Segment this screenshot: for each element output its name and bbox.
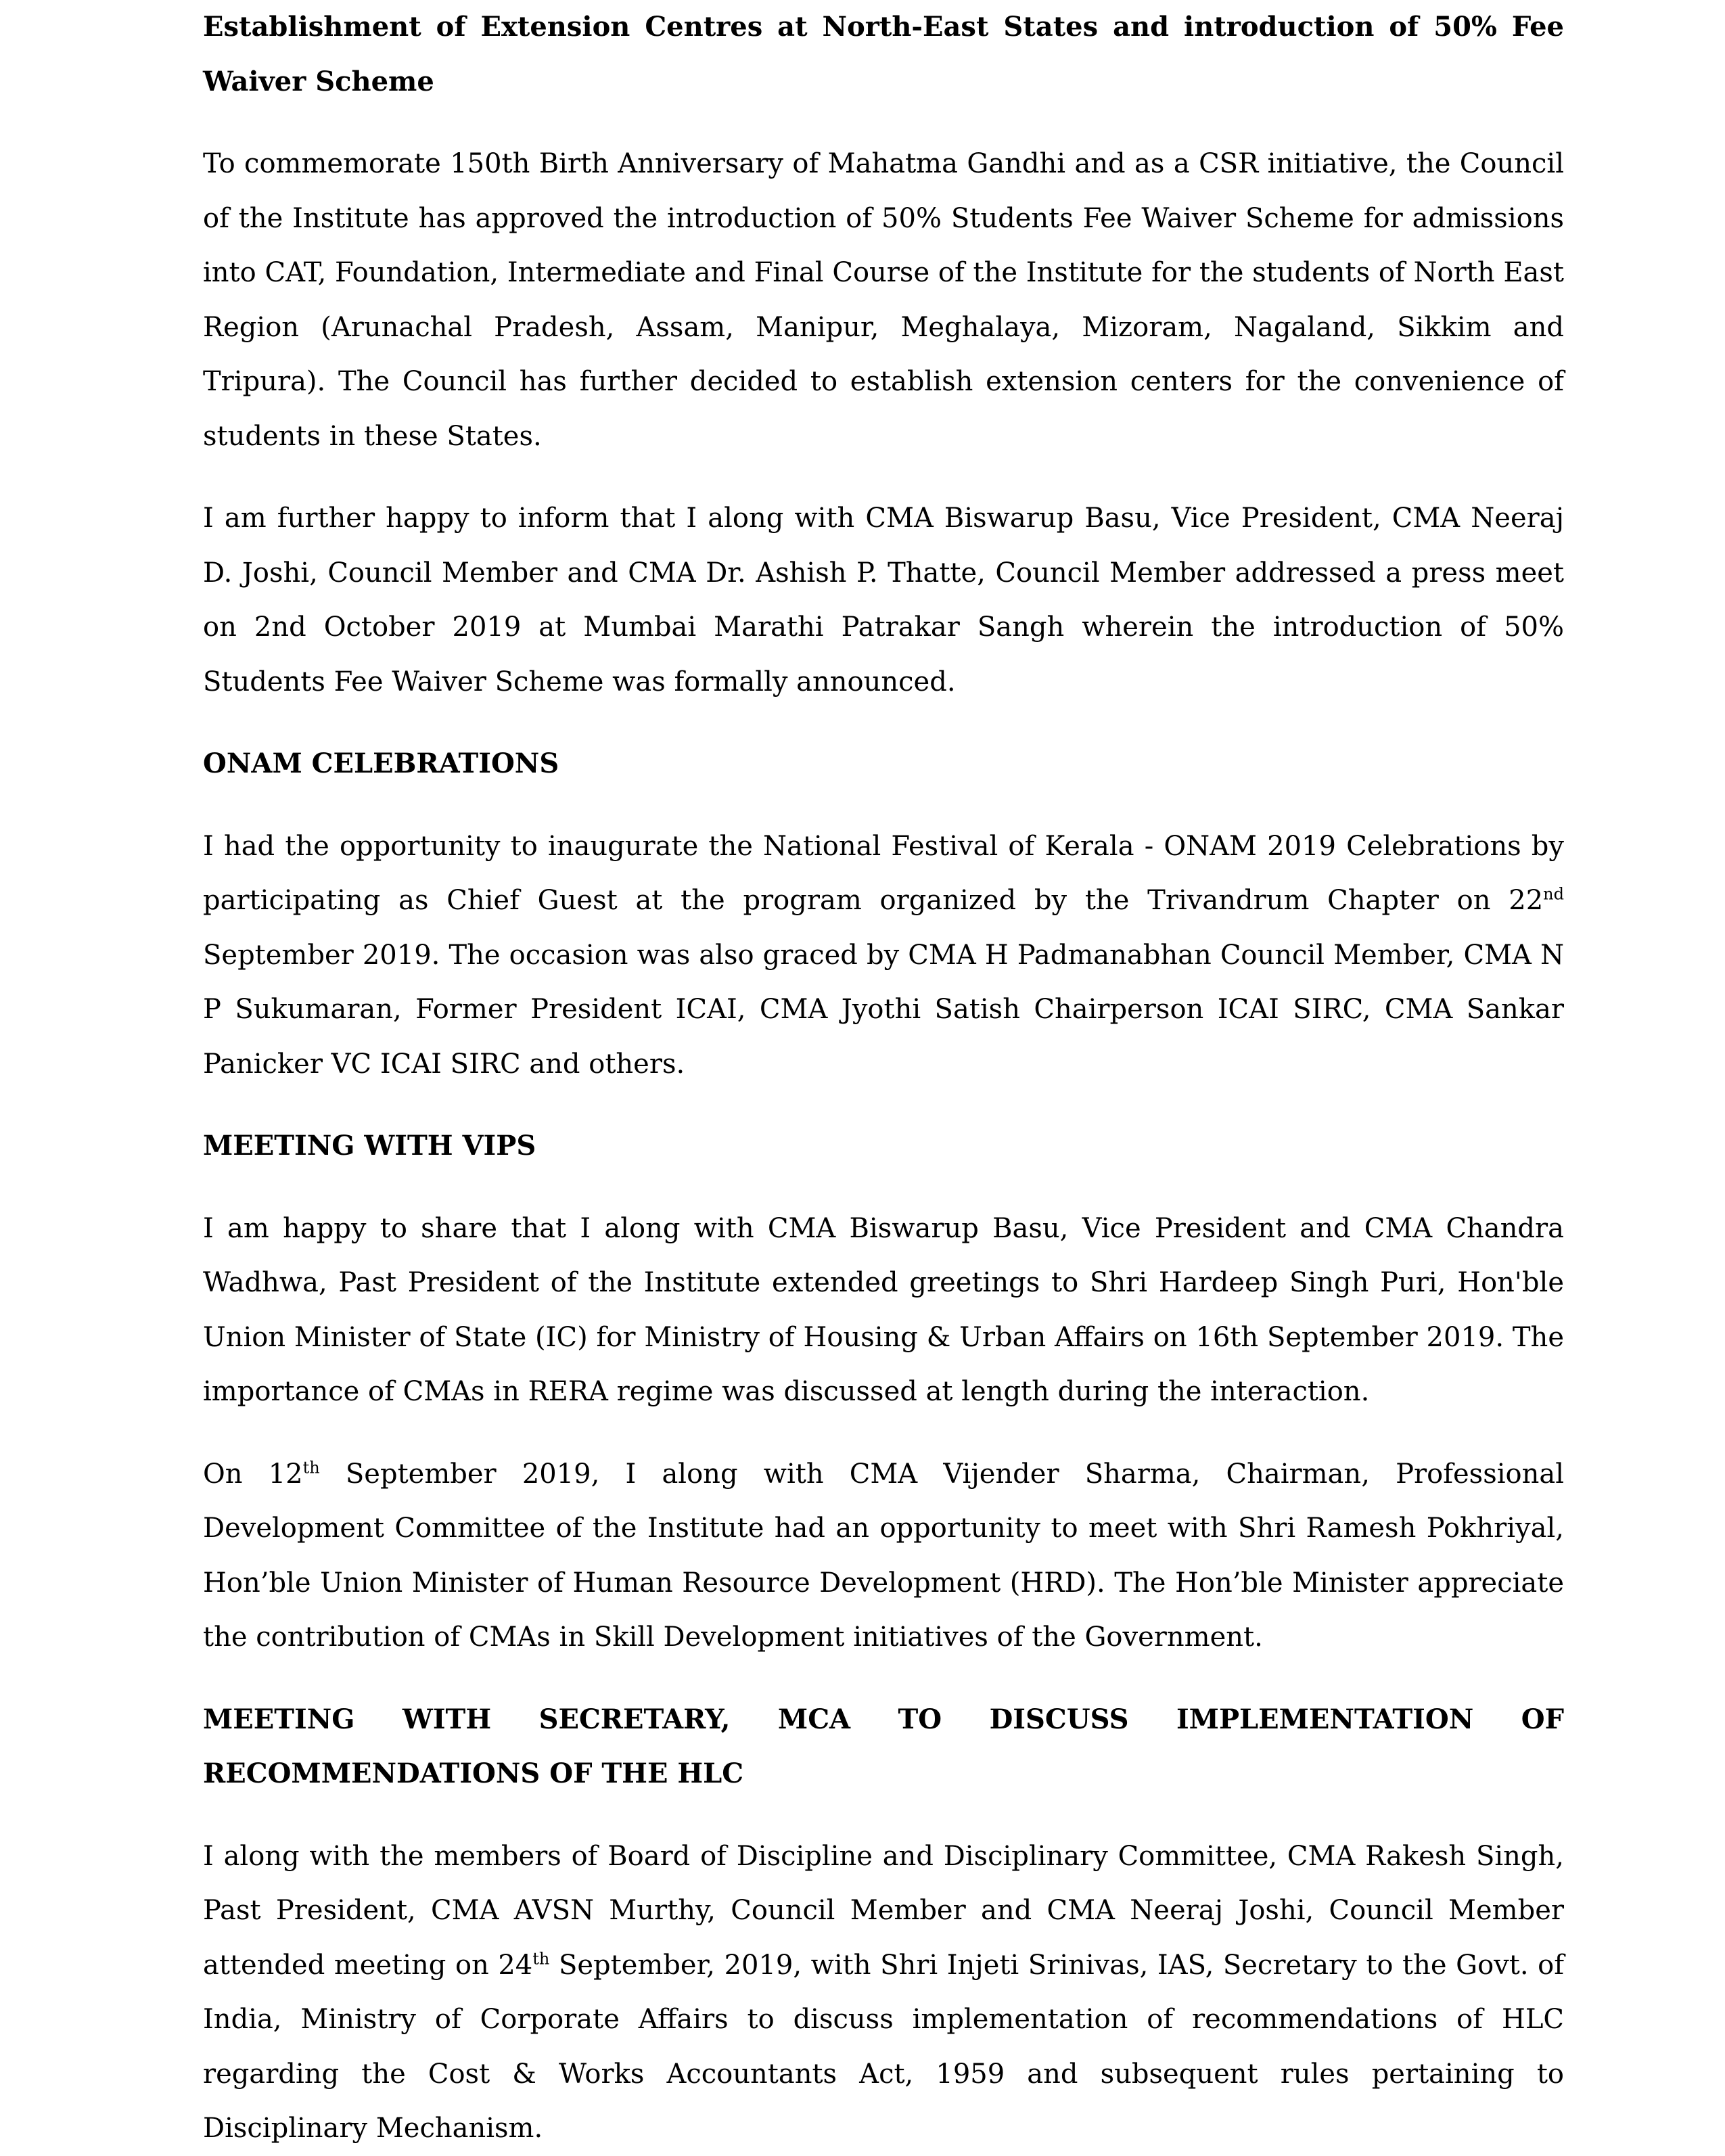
paragraph-onam-text-2: September 2019. The occasion was also graced by CMA H Padmanabhan Council Member, CMA N P Sukumaran, Former President ICAI, CMA Jyothi Satish Chairperson ICAI SIRC, CMA Sankar Panicker VC ICAI SIRC and others. (203, 939, 1564, 1080)
paragraph-mca-sup: th (532, 1949, 550, 1969)
paragraph-hrd-text-2: September 2019, I along with CMA Vijender Sharma, Chairman, Professional Development Committee of the Institute had an opportunity to meet with Shri Ramesh Pokhriyal, Hon’ble Union Minister of Human Resource Development (HRD). The Hon’ble Minister appreciate the contribution of CMAs in Skill Development initiatives of the Government. (203, 1458, 1565, 1653)
paragraph-hrd-sup: th (302, 1458, 320, 1477)
paragraph-onam-sup: nd (1543, 884, 1564, 904)
paragraph-press-meet: I am further happy to inform that I along with CMA Biswarup Basu, Vice President, CMA Neeraj D. Joshi, Council Member and CMA Dr. Ashish P. Thatte, Council Member addressed a press meet on 2nd October 2019 at Mumbai Marathi Patrakar Sangh wherein the introduction of 50% Students Fee Waiver Scheme was formally announced. (203, 503, 1564, 697)
section-heading-mca-meeting: MEETING WITH SECRETARY, MCA TO DISCUSS IMPLEMENTATION OF RECOMMENDATIONS OF THE HLC (203, 1703, 1564, 1789)
paragraph-onam (203, 819, 1564, 1092)
paragraph-mca-text-1: I along with the members of Board of Discipline and Disciplinary Committee, CMA Rakesh Singh, Past President, CMA AVSN Murthy, Council Member and CMA Neeraj Joshi, Council Member attended meeting on 24 (203, 1840, 1564, 1981)
paragraph-onam-text-1: I had the opportunity to inaugurate the National Festival of Kerala - ONAM 2019 Celebrations by participating as Chief Guest at the program organized by the Trivandrum Chapter on 22 (203, 830, 1564, 916)
paragraph-mca-meeting (203, 1829, 1564, 2156)
paragraph-hrd-text-1: On 12 (203, 1458, 303, 1490)
paragraph-fee-waiver: To commemorate 150th Birth Anniversary of Mahatma Gandhi and as a CSR initiative, the Council of the Institute has approved the introduction of 50% Students Fee Waiver Scheme for admissions into CAT, Foundation, Intermediate and Final Course of the Institute for the students of North East Region (Arunachal Pradesh, Assam, Manipur, Meghalaya, Mizoram, Nagaland, Sikkim and Tripura). The Council has further decided to establish extension centers for the convenience of students in these States. (203, 148, 1564, 452)
paragraph-housing-minister: I am happy to share that I along with CMA Biswarup Basu, Vice President and CMA Chandra Wadhwa, Past President of the Institute extended greetings to Shri Hardeep Singh Puri, Hon'ble Union Minister of State (IC) for Ministry of Housing & Urban Affairs on 16th September 2019. The importance of CMAs in RERA regime was discussed at length during the interaction. (203, 1212, 1564, 1407)
paragraph-mca-text-2: September, 2019, with Shri Injeti Srinivas, IAS, Secretary to the Govt. of India, Ministry of Corporate Affairs to discuss implementation of recommendations of HLC regarding the Cost & Works Accountants Act, 1959 and subsequent rules pertaining to Disciplinary Mechanism. (203, 1949, 1564, 2144)
section-heading-onam: ONAM CELEBRATIONS (203, 748, 559, 779)
paragraph-hrd-minister (203, 1447, 1564, 1665)
document-page (203, 0, 1564, 2156)
section-heading-extension-centres: Establishment of Extension Centres at North-East States and introduction of 50% Fee Waiver Scheme (203, 11, 1564, 97)
section-heading-vips: MEETING WITH VIPS (203, 1130, 536, 1162)
